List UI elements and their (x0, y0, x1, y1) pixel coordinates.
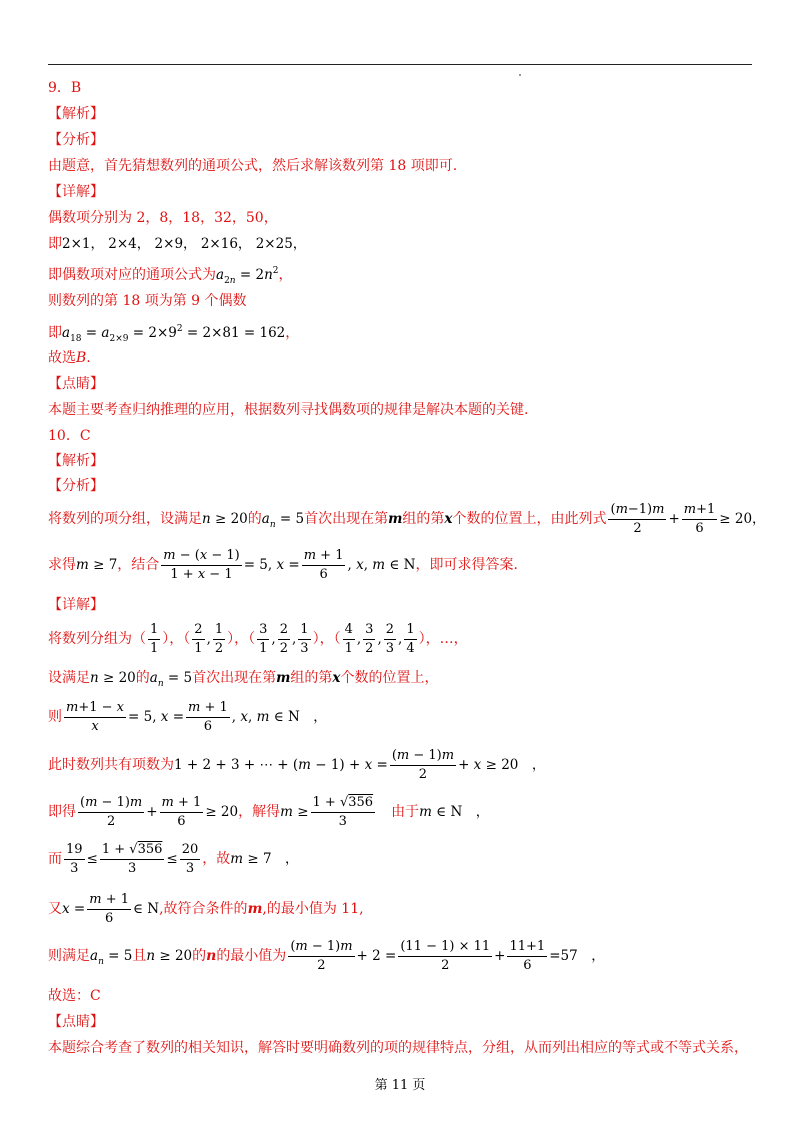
header-rule (48, 64, 752, 65)
q10-f1: 将数列的项分组，设满足 (48, 511, 202, 527)
q10-frac-2: $\frac{m+1}{6}$ (683, 501, 716, 536)
q10-detail-line2: 则 $\frac{m+1 - x}{x}$ = 5, x = $\frac{m + 1}{6}$ , x, m ∈ N ， (48, 699, 327, 734)
q10-zm4: 的最小值为 (216, 948, 287, 964)
q9-fenxi-heading: 【分析】 (48, 132, 104, 148)
q10-detail-line6: 又x = $\frac{m + 1}{6}$ ∈ N,故符合条件的m,的最小值为 11, (48, 891, 364, 926)
q10-guxuan: 故选：C (48, 988, 101, 1004)
q9-formula-a18: $a_{18} = a_{2\times 9} = 2\times 9^2 = 2\times 81 = 162$ (62, 324, 286, 344)
q9-line1: 偶数项分别为 2，8，18，32，50， (48, 210, 278, 226)
q10-you-suffix: ,故符合条件的 (159, 901, 248, 917)
page-footer: 第 11 页 (374, 1078, 426, 1093)
scan-dot (519, 74, 521, 76)
q10-f6: 求得 (48, 557, 76, 573)
q10-detail-line5: 而 $\frac{19}{3}$ ≤ $\frac{1 + √356}{3}$ ≤ $\frac{20}{3}$ ，故m ≥ 7 ， (48, 841, 299, 876)
q10-zm1: 则满足 (48, 948, 90, 964)
q10-group-line: 将数列分组为（ $\frac{1}{1}$ ），（ $\frac{2}{1}$ , $\frac{1}{2}$ ），（ $\frac{3}{1}$ , $\frac{2}{2}$ , $\frac{1}{3}$ ），（ $\frac{4}{1}$ , $\frac{3}{2}$ , $\frac{2}{3}$ , $\frac{1}{4}$ ），…， (48, 621, 468, 656)
q10-d2: 的 (135, 670, 150, 686)
q10-n-ge-20: n ≥ 20 (202, 511, 248, 527)
q9-line6-suffix: . (86, 350, 91, 366)
q9-line5-prefix: 即 (48, 325, 62, 341)
q9-line2-math: 2×1， 2×4， 2×9， 2×16， 2×25， (62, 236, 307, 252)
q9-line5 (48, 320, 299, 348)
q10-f7: ，结合 (117, 557, 160, 573)
q10-fenxi-heading: 【分析】 (48, 478, 104, 494)
q9-line3 (48, 262, 293, 290)
q10-d3: 首次出现在第 (192, 670, 277, 686)
q10-jiexi-heading: 【解析】 (48, 453, 104, 469)
q10-frac-4: $\frac{m + 1}{6}$ (303, 547, 344, 582)
q10-detail-line7: 则满足$a_n = 5$且n ≥ 20的n的最小值为 $\frac{(m - 1)m}{2}$ + 2 = $\frac{(11 - 1) \times 11}{2}$ + $\frac{11+1}{6}$ =57 ， (48, 938, 605, 973)
q10-zm2: 且 (132, 948, 147, 964)
q10-f4: 组的第 (402, 511, 445, 527)
q9-answer: 9．B (48, 80, 82, 96)
q10-fenxi-line2: 求得m ≥ 7，结合 $\frac{m - (x - 1)}{1 + x - 1}$ = 5, x = $\frac{m + 1}{6}$ , x, m ∈ N，即可求得答案. (48, 547, 518, 582)
q10-f8: ，即可求得答案. (415, 557, 518, 573)
q10-zm3: 的 (192, 948, 207, 964)
q9-dianjing-text: 本题主要考查归纳推理的应用，根据数列寻找偶数项的规律是解决本题的关键. (48, 402, 529, 418)
q10-xiangjie-heading: 【详解】 (48, 597, 104, 613)
q10-dianjing-text: 本题综合考查了数列的相关知识，解答时要明确数列的项的规律特点，分组，从而列出相应的等式或不等式关系， (48, 1040, 748, 1056)
q10-group-prefix: 将数列分组为 (48, 631, 132, 647)
q10-ci: 此时数列共有项数为 (48, 757, 174, 773)
q9-line3-prefix: 即偶数项对应的通项公式为 (48, 267, 216, 283)
q10-detail-line3: 此时数列共有项数为1 + 2 + 3 + ⋯ + (m − 1) + x = $\frac{(m - 1)m}{2}$ + x ≥ 20 ， (48, 747, 546, 782)
q9-formula-a2n: $a_{2n} = 2n^2$ (216, 266, 279, 286)
q9-line5-suffix: ， (285, 325, 300, 341)
q9-xiangjie-heading: 【详解】 (48, 184, 104, 200)
q10-detail-line4: 即得 $\frac{(m - 1)m}{2}$ + $\frac{m + 1}{6}$ ≥ 20，解得m ≥ $\frac{1 + √356}{3}$ 由于m ∈ N ， (48, 794, 490, 829)
q9-fenxi-text: 由题意，首先猜想数列的通项公式，然后求解该数列第 18 项即可. (48, 158, 458, 174)
q9-dianjing-heading: 【点睛】 (48, 376, 104, 392)
q10-d4: 组的第 (290, 670, 333, 686)
q10-you-m: m (247, 901, 263, 917)
q10-f3: 首次出现在第 (304, 511, 389, 527)
q10-you-end: ,的最小值为 11, (262, 901, 364, 917)
q10-an-eq-5: $a_n = 5$ (261, 511, 305, 530)
q10-jiede: ，解得 (238, 804, 281, 820)
q10-group-suffix: ，…， (425, 631, 468, 647)
q10-youyu: 由于 (391, 804, 420, 820)
q9-line3-suffix: ， (278, 267, 293, 283)
q9-line6 (48, 349, 91, 367)
q9-line4: 则数列的第 18 项为第 9 个偶数 (48, 293, 247, 309)
q10-x-var: x (444, 511, 453, 527)
q10-gu: ，故 (202, 851, 231, 867)
q10-f2: 的 (247, 511, 262, 527)
q10-ze: 则 (48, 709, 62, 725)
q10-jide: 即得 (48, 804, 76, 820)
q10-fenxi-line1: 将数列的项分组，设满足n ≥ 20的$a_n = 5$首次出现在第m组的第x个数的位置上，由此列式 $\frac{(m-1)m}{2}$ + $\frac{m+1}{6}$ ≥ 20， (48, 501, 766, 536)
q10-m-ge-7: m ≥ 7 (76, 557, 118, 573)
q10-dianjing-heading: 【点睛】 (48, 1014, 104, 1030)
q9-line2 (48, 235, 306, 253)
q10-m-var: m (388, 511, 403, 527)
q10-d1: 设满足 (48, 670, 90, 686)
q10-answer: 10．C (48, 428, 91, 444)
q10-frac-3: $\frac{m - (x - 1)}{1 + x - 1}$ (163, 547, 240, 582)
q10-detail-line1: 设满足n ≥ 20的$a_n = 5$首次出现在第m组的第x个数的位置上， (48, 670, 439, 689)
q9-line2-prefix: 即 (48, 236, 62, 252)
q9-line6-letter: B (76, 350, 87, 366)
q10-d5: 个数的位置上， (340, 670, 439, 686)
q9-line6-prefix: 故选 (48, 350, 76, 366)
q9-jiexi-heading: 【解析】 (48, 106, 104, 122)
q10-you: 又 (48, 901, 62, 917)
q10-frac-1: $\frac{(m-1)m}{2}$ (610, 501, 665, 536)
q10-er: 而 (48, 851, 62, 867)
q10-f5: 个数的位置上，由此列式 (452, 511, 607, 527)
